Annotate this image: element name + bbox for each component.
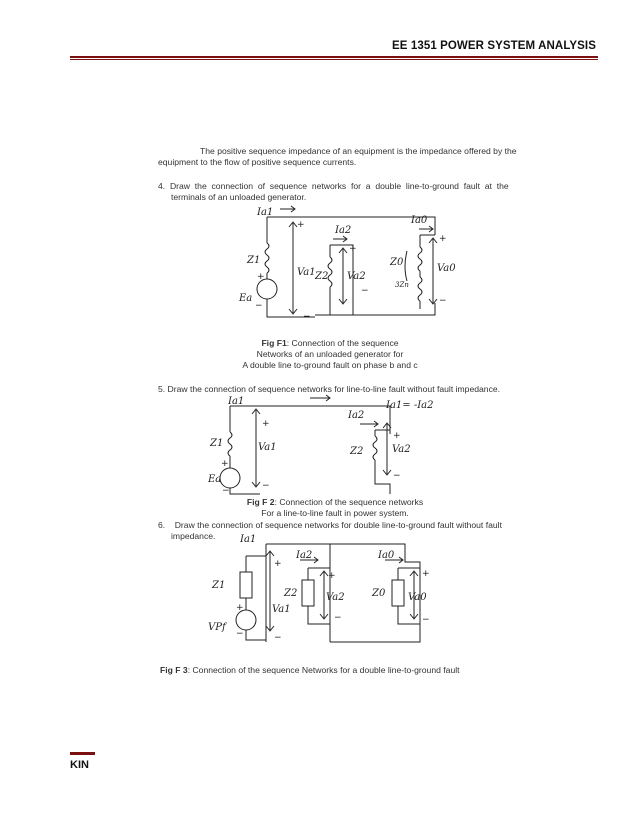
f1-z1-label: Z1 [247, 255, 261, 266]
f3-vpf-label: VPf [208, 622, 226, 633]
figure-f1-circuit [225, 205, 465, 335]
page-header-title: EE 1351 POWER SYSTEM ANALYSIS [392, 40, 596, 52]
question-4-line-1: 4. Draw the connection of sequence networks for a double line-to-ground fault at the [158, 181, 509, 191]
svg-text:+: + [274, 559, 282, 569]
question-6-line-1: 6. Draw the connection of sequence networks for double line-to-ground fault without fault [158, 520, 502, 530]
svg-text:−: − [236, 629, 244, 639]
svg-text:−: − [222, 486, 230, 496]
f2-va1-label: Va1 [258, 442, 277, 453]
f3-caption-label: Fig F 3 [160, 665, 188, 675]
svg-text:+: + [236, 603, 244, 613]
svg-text:+: + [328, 571, 336, 581]
f1-caption-line-1: : Connection of the sequence [286, 338, 399, 348]
f3-z0-label: Z0 [372, 588, 386, 599]
header-rule [70, 56, 598, 58]
svg-text:−: − [422, 615, 430, 625]
f1-ia0-label: Ia0 [411, 215, 428, 226]
svg-text:+: + [221, 459, 229, 469]
f2-va2-label: Va2 [392, 444, 411, 455]
f2-ea-label: Ea [208, 474, 222, 485]
footer-text: KIN [70, 759, 89, 771]
f1-z0-label: Z0 [390, 257, 404, 268]
f3-caption-line-1: : Connection of the sequence Networks for a double line-to-ground fault [187, 665, 460, 675]
question-5-line-1: 5. Draw the connection of sequence networks for line-to-line fault without fault impedance. [158, 384, 501, 394]
figure-f2-caption [200, 497, 470, 519]
f1-ia2-label: Ia2 [335, 225, 352, 236]
footer-rule [70, 752, 95, 755]
question-6-line-2: impedance. [171, 531, 216, 541]
svg-text:+: + [297, 220, 305, 230]
question-4-line-2: terminals of an unloaded generator. [171, 192, 307, 202]
f3-ia2-label: Ia2 [296, 550, 313, 561]
f3-va0-label: Va0 [408, 592, 427, 603]
f1-ia1-label: Ia1 [257, 207, 274, 218]
svg-text:−: − [274, 633, 282, 643]
f1-va0-label: Va0 [437, 263, 456, 274]
f3-va2-label: Va2 [326, 592, 345, 603]
svg-text:+: + [262, 419, 270, 429]
svg-text:+: + [439, 234, 447, 244]
figure-f3-circuit [200, 532, 440, 652]
f2-ia1-label: Ia1 [228, 396, 245, 407]
f2-z1-label: Z1 [210, 438, 224, 449]
f2-caption-label: Fig F 2 [246, 497, 275, 507]
svg-text:−: − [303, 312, 311, 322]
svg-text:−: − [255, 301, 263, 311]
f3-z2-label: Z2 [284, 588, 298, 599]
svg-text:−: − [262, 481, 270, 491]
header-rule-thin [70, 59, 598, 60]
f3-ia1-label: Ia1 [240, 534, 257, 545]
f1-ea-label: Ea [239, 293, 253, 304]
f1-caption-label: Fig F1 [261, 338, 287, 348]
svg-text:+: + [257, 272, 265, 282]
f2-caption-line-2: For a line-to-line fault in power system. [261, 508, 409, 518]
f2-caption-line-1: : Connection of the sequence networks [274, 497, 424, 507]
svg-text:−: − [334, 613, 342, 623]
svg-text:+: + [422, 569, 430, 579]
f2-z2-label: Z2 [350, 446, 364, 457]
intro-line-1: The positive sequence impedance of an equipment is the impedance offered by the [200, 146, 517, 156]
figure-f1-caption [220, 338, 440, 371]
svg-text:−: − [361, 286, 369, 296]
f1-z2-label: Z2 [315, 271, 329, 282]
f3-z1-label: Z1 [212, 580, 226, 591]
svg-text:+: + [393, 431, 401, 441]
f3-ia0-label: Ia0 [378, 550, 395, 561]
figure-f3-caption [160, 665, 530, 676]
f1-va1-label: Va1 [297, 267, 316, 278]
f1-caption-line-3: A double line to-ground fault on phase b and c [242, 360, 418, 370]
intro-line-2: equipment to the flow of positive sequence currents. [158, 157, 357, 167]
f1-caption-line-2: Networks of an unloaded generator for [256, 349, 404, 359]
svg-text:−: − [393, 471, 401, 481]
svg-text:+: + [349, 244, 357, 254]
f1-va2-label: Va2 [347, 271, 366, 282]
f2-ia2-label: Ia2 [348, 410, 365, 421]
f3-va1-label: Va1 [272, 604, 291, 615]
f2-relation-label: Ia1= -Ia2 [386, 400, 434, 411]
figure-f2-circuit [200, 394, 450, 504]
f1-3zn-label: 3Zn [395, 281, 409, 289]
svg-text:−: − [439, 296, 447, 306]
